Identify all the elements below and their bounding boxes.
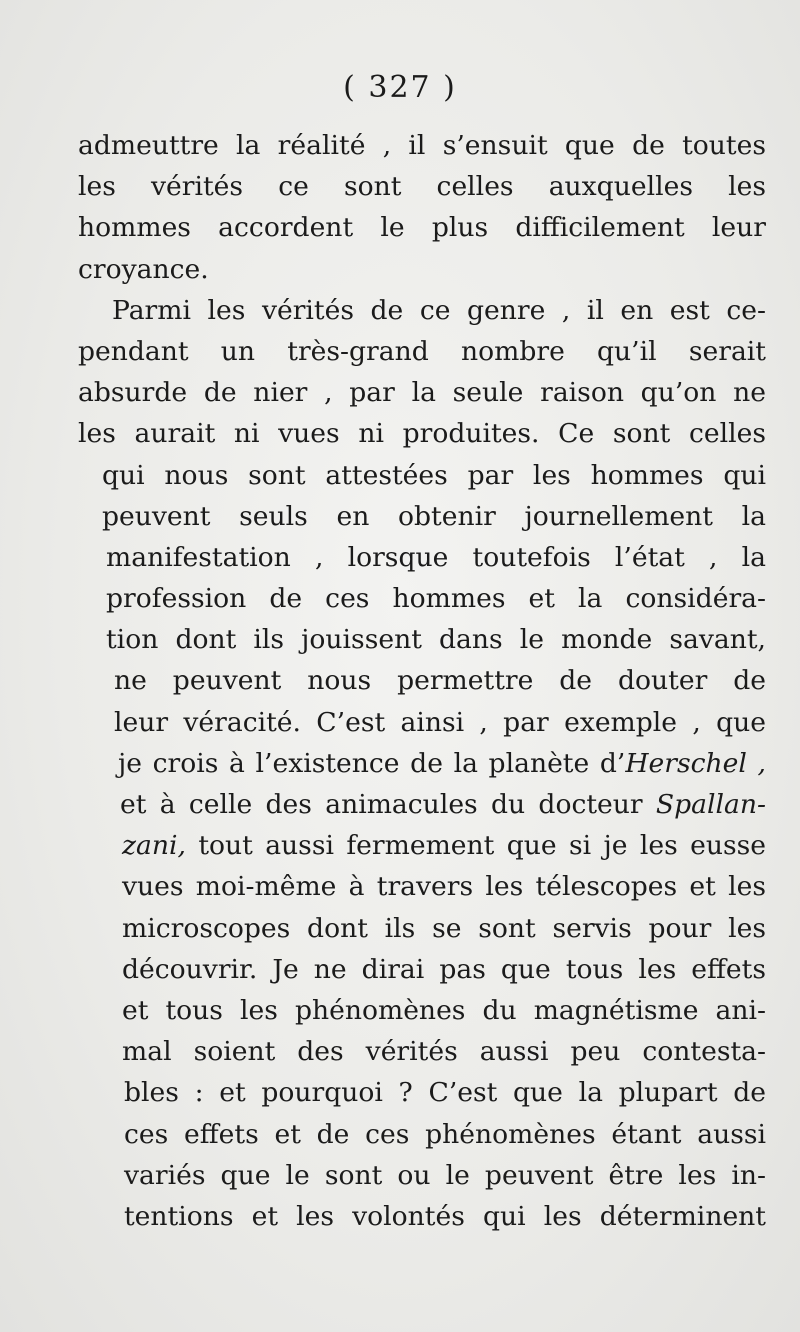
text-line: absurde de nier , par la seule raison qu’on ne <box>78 377 766 409</box>
italic-name-herschel: Herschel , <box>625 747 767 779</box>
italic-name-spallanzani: Spallan- <box>655 789 766 820</box>
text-line: découvrir. Je ne dirai pas que tous les effets <box>122 953 766 985</box>
text-line: tentions et les volontés qui les déterminent <box>124 1200 766 1232</box>
text-line: qui nous sont attestées par les hommes qui <box>102 459 766 491</box>
text-line: profession de ces hommes et la considéra- <box>106 583 766 615</box>
text-line: bles : et pourquoi ? C’est que la plupart de <box>124 1077 766 1109</box>
paragraph-start-line: Parmi les vérités de ce genre , il en est ce- <box>112 294 766 326</box>
text-line: je crois à l’existence de la planète d’Herschel , <box>118 747 767 779</box>
text-line: manifestation , lorsque toutefois l’état , la <box>106 541 766 573</box>
text-line: ne peuvent nous permettre de douter de <box>114 665 766 697</box>
text-line: vues moi-même à travers les télescopes et les <box>122 871 766 903</box>
text-line: microscopes dont ils se sont servis pour les <box>122 912 766 944</box>
text-line: peuvent seuls en obtenir journellement la <box>102 500 766 532</box>
text-line: mal soient des vérités aussi peu contesta- <box>122 1036 766 1068</box>
text-line: tion dont ils jouissent dans le monde savant, <box>106 624 766 656</box>
text-line: croyance. <box>78 253 209 285</box>
text-line: leur véracité. C’est ainsi , par exemple , que <box>114 706 766 738</box>
text-line: zani, tout aussi fermement que si je les eusse <box>122 830 766 862</box>
italic-name-spallanzani-cont: zani, <box>122 830 186 862</box>
text-line: hommes accordent le plus difficilement leur <box>78 212 766 244</box>
body-text <box>78 125 766 1237</box>
text-line: ces effets et de ces phénomènes étant aussi <box>124 1118 766 1150</box>
text-line: les vérités ce sont celles auxquelles les <box>78 171 766 203</box>
text-line: pendant un très-grand nombre qu’il serait <box>78 335 766 367</box>
text-line: admeuttre la réalité , il s’ensuit que de toutes <box>78 130 766 161</box>
text-line: et à celle des animacules du docteur Spallan- <box>120 789 766 820</box>
page-number: ( 327 ) <box>343 70 457 105</box>
text-line: et tous les phénomènes du magnétisme ani- <box>122 994 766 1026</box>
text-line: les aurait ni vues ni produites. Ce sont celles <box>78 418 766 450</box>
text-line: variés que le sont ou le peuvent être les in- <box>124 1159 766 1191</box>
